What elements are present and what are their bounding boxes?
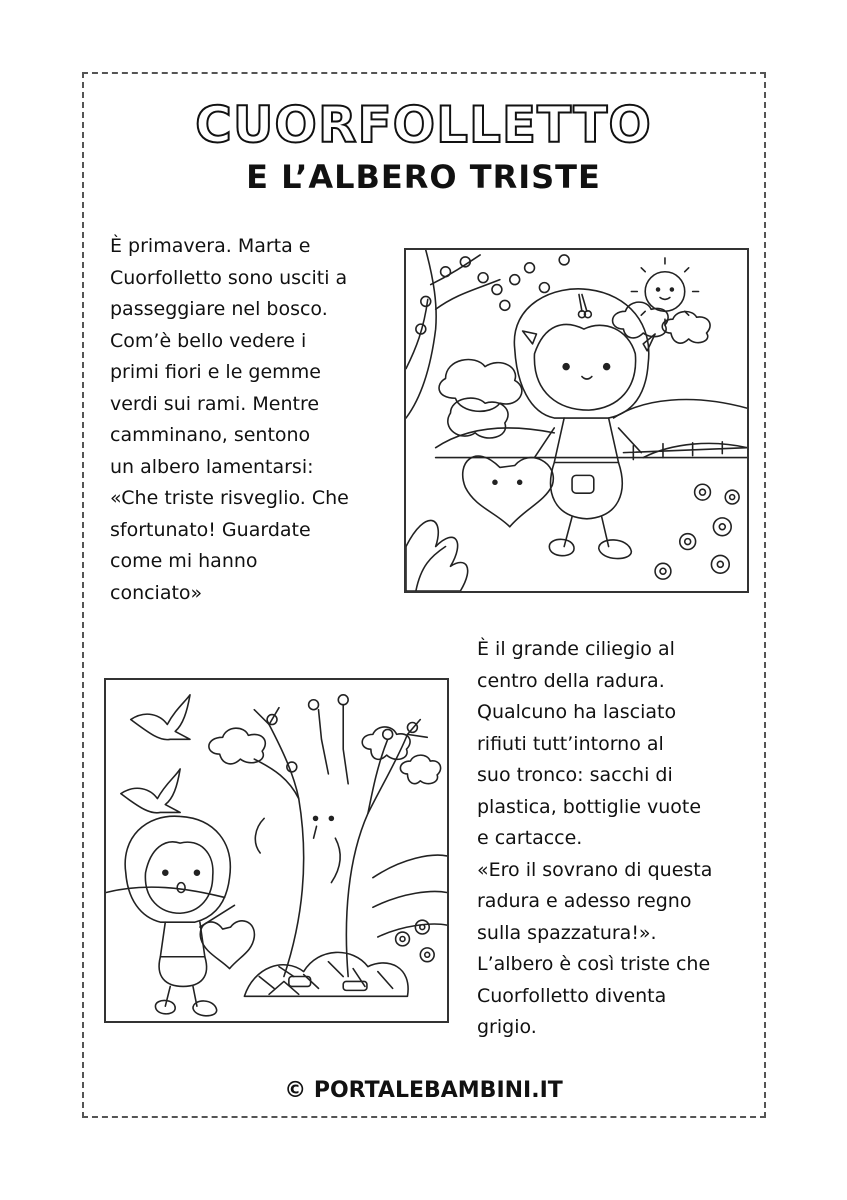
footer-credit: © PORTALEBAMBINI.IT bbox=[284, 1078, 563, 1103]
text-line: Qualcuno ha lasciato bbox=[477, 701, 677, 723]
paragraph-2 bbox=[477, 634, 712, 1044]
trash-pile bbox=[244, 952, 408, 996]
text-line: «Che triste risveglio. Che bbox=[110, 487, 349, 509]
text-line: conciato» bbox=[110, 581, 203, 604]
cloud bbox=[662, 312, 710, 344]
text-line: primi fiori e le gemme bbox=[110, 361, 321, 383]
sad-tree bbox=[254, 705, 427, 977]
story-subtitle: E L’ALBERO TRISTE bbox=[246, 158, 601, 196]
text-line: Cuorfolletto diventa bbox=[477, 984, 667, 1007]
cuorfolletto-heart bbox=[200, 921, 254, 969]
cuorfolletto-heart bbox=[463, 456, 554, 527]
text-line: sfortunato! Guardate bbox=[110, 518, 311, 541]
text-line: camminano, sentono bbox=[110, 424, 311, 446]
story-title: CUORFOLLETTO bbox=[195, 96, 652, 154]
illustration-sad-cherry-tree bbox=[104, 678, 449, 1023]
illustration-girl-walking-in-woods bbox=[404, 248, 749, 593]
sun bbox=[631, 258, 698, 325]
girl-figure bbox=[125, 816, 234, 1016]
text-line: L’albero è così triste che bbox=[477, 953, 711, 975]
text-line: centro della radura. bbox=[477, 669, 665, 692]
text-line: grigio. bbox=[477, 1016, 537, 1038]
cloud bbox=[400, 755, 440, 784]
text-line: radura e adesso regno bbox=[477, 890, 692, 912]
text-line: Com’è bello vedere i bbox=[110, 329, 307, 352]
text-line: È il grande ciliegio al bbox=[477, 638, 675, 660]
text-line: Cuorfolletto sono usciti a bbox=[110, 266, 348, 289]
text-line: suo tronco: sacchi di bbox=[477, 764, 673, 786]
text-line: «Ero il sovrano di questa bbox=[477, 858, 713, 881]
paragraph-1 bbox=[110, 231, 349, 609]
text-line: verdi sui rami. Mentre bbox=[110, 392, 320, 415]
blossom-cluster bbox=[416, 255, 569, 334]
flower-cluster bbox=[655, 484, 739, 579]
text-line: È primavera. Marta e bbox=[110, 235, 311, 257]
text-line: un albero lamentarsi: bbox=[110, 455, 314, 478]
text-line: plastica, bottiglie vuote bbox=[477, 795, 702, 818]
text-line: e cartacce. bbox=[477, 827, 583, 849]
text-line: passeggiare nel bosco. bbox=[110, 298, 328, 320]
girl-figure bbox=[514, 289, 655, 559]
text-line: sulla spazzatura!». bbox=[477, 921, 657, 944]
text-line: rifiuti tutt’intorno al bbox=[477, 732, 664, 755]
cloud bbox=[209, 728, 265, 764]
bird bbox=[131, 695, 190, 740]
text-line: come mi hanno bbox=[110, 550, 258, 572]
bird bbox=[121, 769, 180, 813]
